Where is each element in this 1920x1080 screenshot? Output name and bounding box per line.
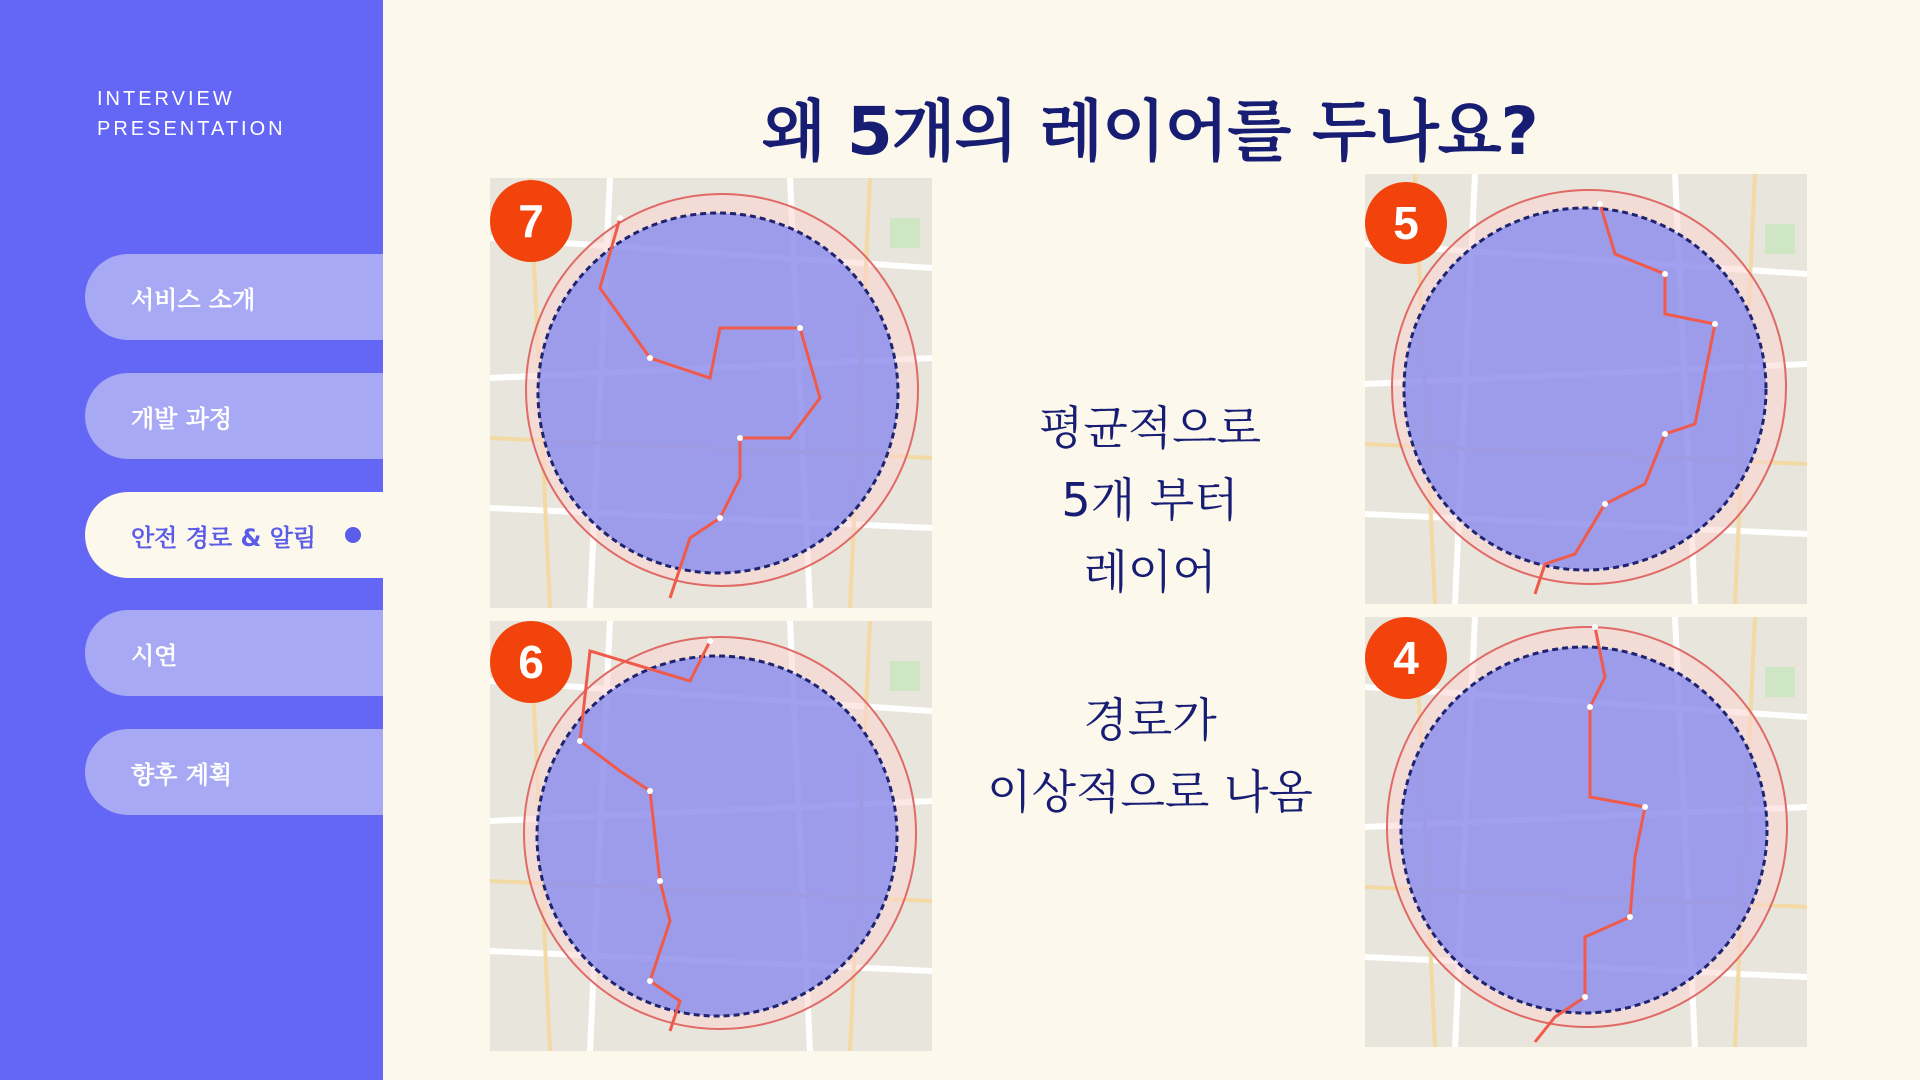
layer-count-badge: 5 <box>1365 182 1447 264</box>
explanation-block-2 <box>950 684 1350 828</box>
nav-item-label: 개발 과정 <box>131 404 233 433</box>
map-panel-5-layers <box>1365 174 1807 604</box>
active-indicator-dot <box>345 527 361 543</box>
nav-item-development-process[interactable] <box>85 373 383 459</box>
brand-label <box>97 84 286 144</box>
nav-item-future-plans[interactable] <box>85 729 383 815</box>
nav-item-label: 시연 <box>131 641 178 670</box>
sidebar <box>0 0 383 1080</box>
map-panel-6-layers <box>490 621 932 1051</box>
page-title: 왜 5개의 레이어를 두나요? <box>762 93 1538 170</box>
brand-line-1: INTERVIEW <box>97 88 235 110</box>
layer-count-badge: 7 <box>490 180 572 262</box>
nav-item-service-intro[interactable] <box>85 254 383 340</box>
explanation-line: 경로가 <box>1083 693 1217 747</box>
map-panel-7-layers <box>490 178 932 608</box>
nav-item-label: 안전 경로 & 알림 <box>131 523 317 552</box>
brand-line-2: PRESENTATION <box>97 118 286 140</box>
map-panel-4-layers <box>1365 617 1807 1047</box>
nav-item-label: 향후 계획 <box>131 760 233 789</box>
explanation-line: 이상적으로 나옴 <box>987 765 1313 819</box>
explanation-line: 평균적으로 <box>1038 401 1262 455</box>
nav-item-demo[interactable] <box>85 610 383 696</box>
layer-count-badge: 6 <box>490 621 572 703</box>
explanation-block-1 <box>960 392 1340 608</box>
explanation-line: 레이어 <box>1083 545 1217 599</box>
nav-item-safe-route-alert[interactable] <box>85 492 383 578</box>
nav-item-label: 서비스 소개 <box>131 285 256 314</box>
layer-count-badge: 4 <box>1365 617 1447 699</box>
explanation-line: 5개 부터 <box>1061 473 1239 527</box>
